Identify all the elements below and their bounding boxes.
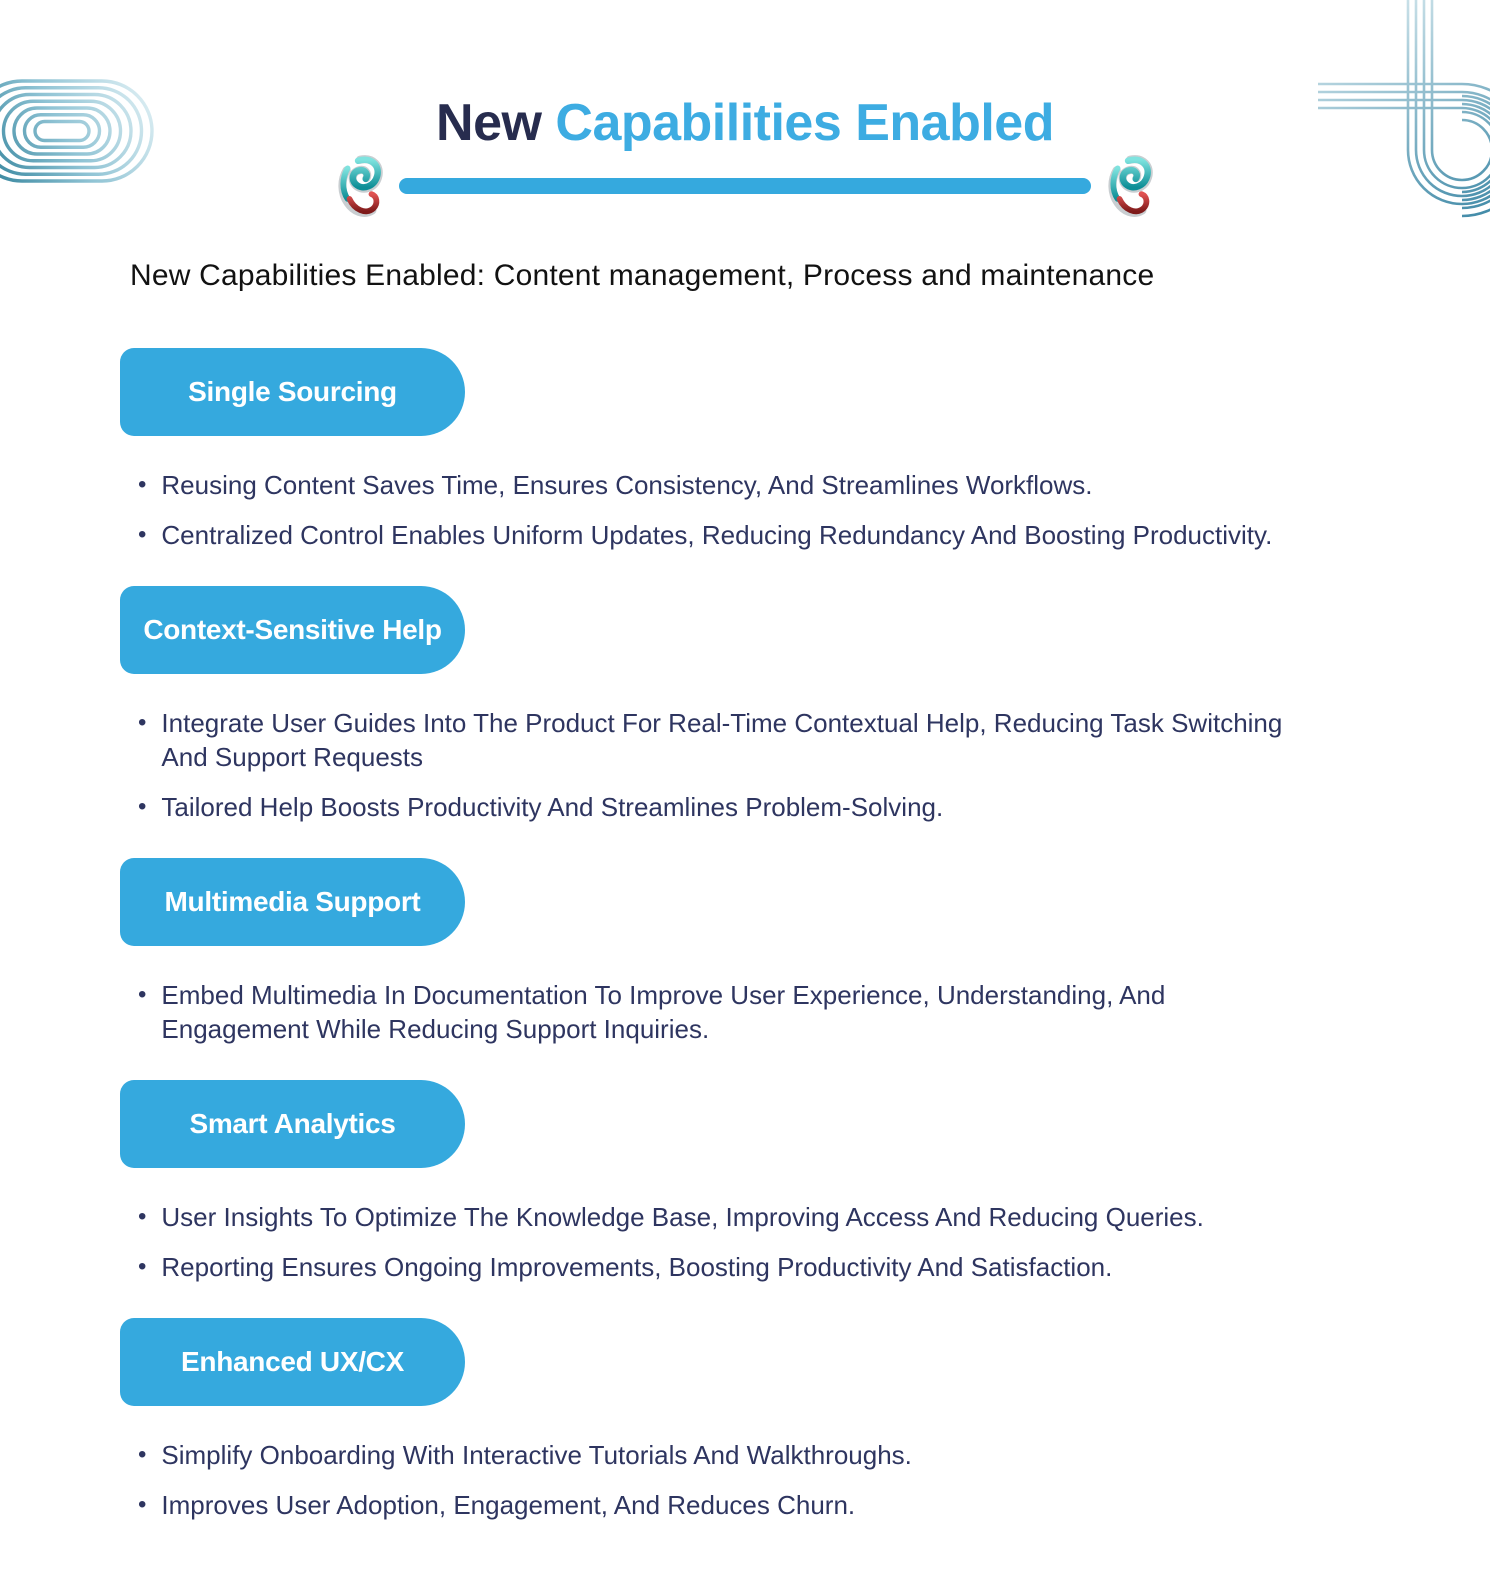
- section-heading-pill: [120, 1080, 465, 1168]
- bullet-text: Reporting Ensures Ongoing Improvements, Boosting Productivity And Satisfaction.: [161, 1252, 1113, 1282]
- bullet-text: Improves User Adoption, Engagement, And Reduces Churn.: [161, 1490, 856, 1520]
- bullet-marker: •: [138, 1253, 147, 1280]
- title-underline-bar: [399, 178, 1091, 194]
- subtitle: New Capabilities Enabled: Content management, Process and maintenance: [130, 259, 1155, 292]
- section-heading-label: Context-Sensitive Help: [143, 614, 442, 645]
- title-word-new: New: [436, 94, 542, 152]
- bullet-item: [138, 1200, 1318, 1234]
- bullet-list: [120, 1200, 1380, 1284]
- section-heading-pill: [120, 348, 465, 436]
- bullet-text: Integrate User Guides Into The Product For Real-Time Contextual Help, Reducing Task Switching And Support Requests: [161, 708, 1283, 772]
- bullet-item: [138, 1438, 1318, 1472]
- bullet-marker: •: [138, 471, 147, 498]
- bullet-marker: •: [138, 521, 147, 548]
- bullet-list: [120, 706, 1380, 824]
- section-heading-label: Multimedia Support: [164, 886, 421, 917]
- bullet-item: [138, 790, 1318, 824]
- sections: [0, 292, 1490, 1522]
- bullet-text: Tailored Help Boosts Productivity And Streamlines Problem-Solving.: [161, 792, 944, 822]
- bullet-marker: •: [138, 793, 147, 820]
- section-heading-label: Enhanced UX/CX: [181, 1346, 404, 1377]
- bullet-text: Embed Multimedia In Documentation To Improve User Experience, Understanding, And Engagement While Reducing Support Inquiries.: [161, 980, 1166, 1044]
- bullet-list: [120, 1438, 1380, 1522]
- bullet-list: [120, 978, 1380, 1046]
- bullet-marker: •: [138, 1491, 147, 1518]
- bullet-marker: •: [138, 1441, 147, 1468]
- looping-lines-icon: [1240, 0, 1490, 250]
- section-enhanced-ux-cx: [120, 1318, 1380, 1522]
- bullet-text: Simplify Onboarding With Interactive Tutorials And Walkthroughs.: [161, 1440, 912, 1470]
- section-heading-pill: [120, 586, 465, 674]
- bullet-item: [138, 518, 1318, 552]
- section-heading-pill: [120, 858, 465, 946]
- concentric-rings-icon: [0, 78, 158, 186]
- section-smart-analytics: [120, 1080, 1380, 1284]
- section-context-sensitive-help: [120, 586, 1380, 824]
- title-words-capabilities-enabled: Capabilities Enabled: [555, 94, 1054, 152]
- section-heading-label: Single Sourcing: [188, 376, 397, 407]
- section-heading-label: Smart Analytics: [189, 1108, 396, 1139]
- bullet-marker: •: [138, 981, 147, 1008]
- bullet-item: [138, 468, 1318, 502]
- brand-swirl-logo-icon: [337, 155, 383, 218]
- bullet-item: [138, 1488, 1318, 1522]
- bullet-text: Reusing Content Saves Time, Ensures Consistency, And Streamlines Workflows.: [161, 470, 1093, 500]
- bullet-item: [138, 1250, 1318, 1284]
- brand-swirl-logo-icon: [1107, 155, 1153, 218]
- bullet-text: Centralized Control Enables Uniform Updates, Reducing Redundancy And Boosting Productivity.: [161, 520, 1273, 550]
- section-multimedia-support: [120, 858, 1380, 1046]
- section-single-sourcing: [120, 348, 1380, 552]
- bullet-text: User Insights To Optimize The Knowledge Base, Improving Access And Reducing Queries.: [161, 1202, 1204, 1232]
- bullet-marker: •: [138, 1203, 147, 1230]
- bullet-item: [138, 706, 1318, 774]
- bullet-item: [138, 978, 1318, 1046]
- bullet-marker: •: [138, 709, 147, 736]
- section-heading-pill: [120, 1318, 465, 1406]
- bullet-list: [120, 468, 1380, 552]
